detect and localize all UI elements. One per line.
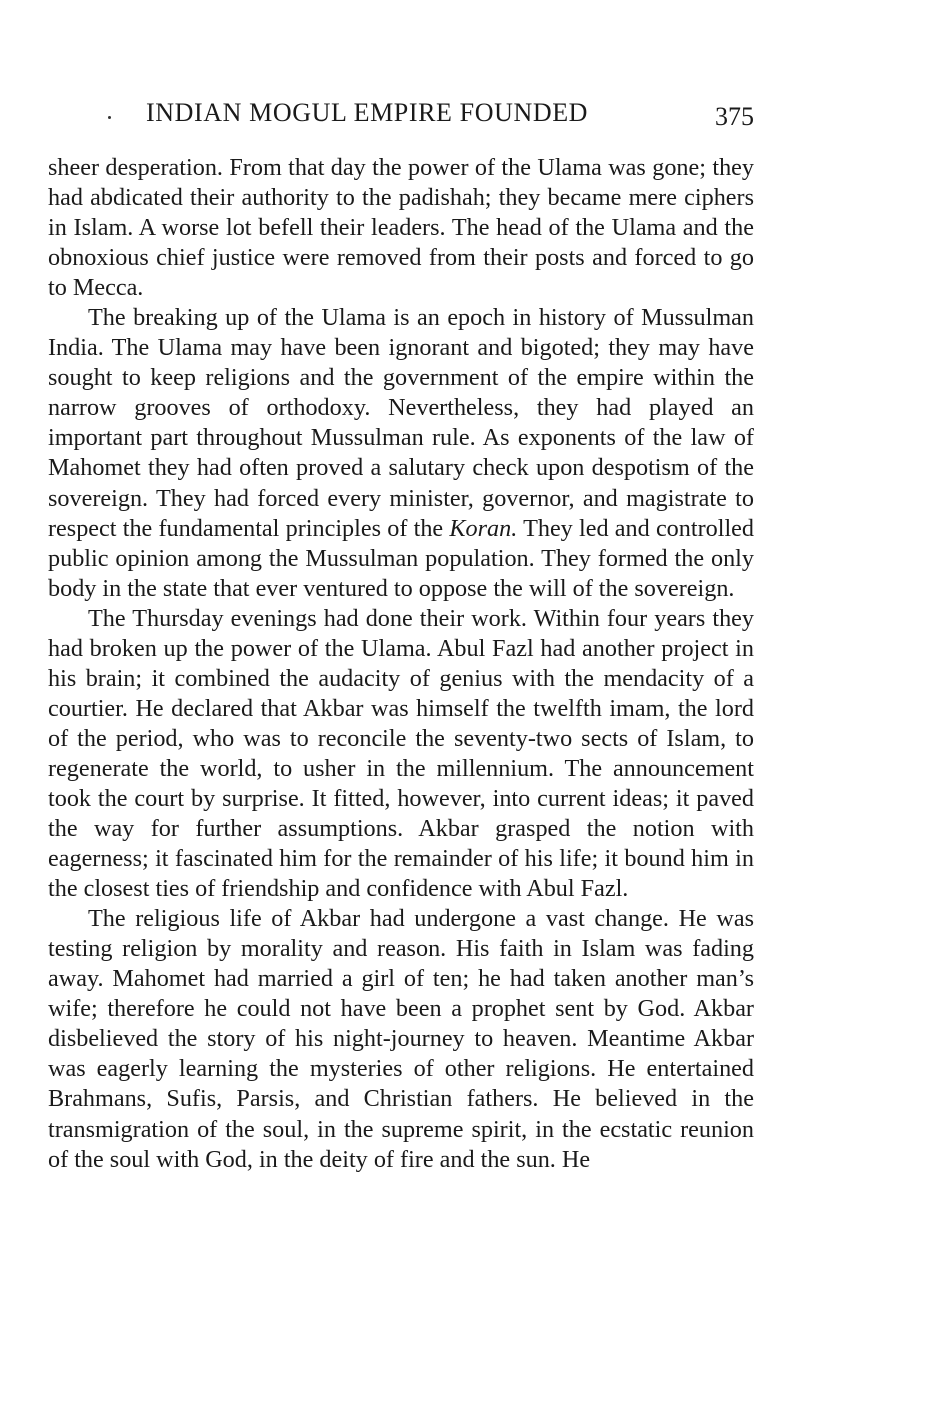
page-number: 375 bbox=[715, 102, 754, 131]
paragraph-4: The religious life of Akbar had undergone a vast change. He was testing religion by morality and reason. His faith in Islam was fading away. Mahomet had married a girl of ten; he had taken another man’s wife; therefore he could not have been a prophet sent by God. Akbar disbelieved the story of his night-journey to heaven. Meantime Akbar was eagerly learning the mysteries of other religions. He entertained Brahmans, Sufis, Parsis, and Christian fathers. He believed in the transmigration of the soul, in the supreme spirit, in the ecstatic reunion of the soul with God, in the deity of fire and the sun. He bbox=[48, 905, 754, 1173]
page-header bbox=[48, 98, 754, 138]
book-page bbox=[48, 0, 754, 1416]
koran-italic: Koran. bbox=[449, 514, 518, 542]
body-text bbox=[48, 153, 754, 1175]
paragraph-1: sheer desperation. From that day the power of the Ulama was gone; they had abdicated their authority to the padishah; they became mere ciphers in Islam. A worse lot befell their leaders. The head of the Ulama and the obnoxious chief justice were removed from their posts and forced to go to Mecca. bbox=[48, 154, 754, 302]
running-head: INDIAN MOGUL EMPIRE FOUNDED bbox=[146, 98, 589, 127]
paragraph-2 bbox=[48, 303, 754, 603]
paragraph-3: The Thursday evenings had done their work. Within four years they had broken up the power of the Ulama. Abul Fazl had another project in his brain; it combined the audacity of genius with the mendacity of a courtier. He declared that Akbar was himself the twelfth imam, the lord of the period, who was to reconcile the seventy-two sects of Islam, to regenerate the world, to usher in the millennium. The announcement took the court by surprise. It fitted, however, into current ideas; it paved the way for further assumptions. Akbar grasped the notion with eagerness; it fascinated him for the remainder of his life; it bound him in the closest ties of friendship and confidence with Abul Fazl. bbox=[48, 604, 754, 903]
paragraph-2-text-before: The breaking up of the Ulama is an epoch in history of Mussulman India. The Ulama may have been ignorant and bigoted; they may have sought to keep religions and the government of the empire within the narrow grooves of orthodoxy. Nevertheless, they had played an important part throughout Mussulman rule. As exponents of the law of Mahomet they had often proved a salutary check upon despotism of the sovereign. They had forced every minister, governor, and magistrate to respect the fundamental principles of the bbox=[48, 304, 754, 542]
header-dot bbox=[108, 116, 111, 119]
paragraph-2-text-after: They led and controlled public opinion among the Mussulman population. They formed the only body in the state that ever ventured to oppose the will of the sovereign. bbox=[48, 514, 755, 602]
